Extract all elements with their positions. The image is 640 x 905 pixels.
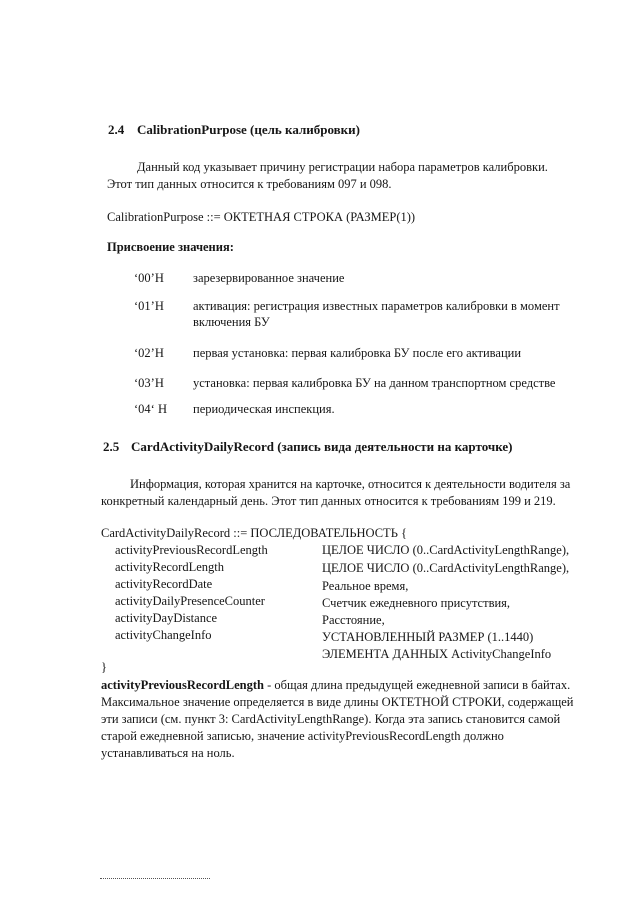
s24-paragraph-line-1: Данный код указывает причину регистрации набора параметров калибровки. (137, 160, 548, 174)
assign-heading: Присвоение значения: (107, 240, 234, 254)
description-line-2: Максимальное значение определяется в виде длины ОКТЕТНОЙ СТРОКИ, содержащей (101, 695, 574, 709)
footer-divider (100, 878, 210, 880)
value-desc-01: активация: регистрация известных параметров калибровки в момент (193, 299, 560, 313)
field-type-2: Реальное время, (322, 579, 409, 593)
definition-close-brace: } (101, 660, 107, 674)
value-code-01: ‘01’H (134, 299, 164, 313)
field-type-5: УСТАНОВЛЕННЫЙ РАЗМЕР (1..1440) (322, 630, 534, 644)
value-desc-03: установка: первая калибровка БУ на данном транспортном средстве (193, 376, 556, 390)
field-name-1: activityRecordLength (115, 560, 224, 574)
field-name-0: activityPreviousRecordLength (115, 543, 268, 557)
field-type-4: Расстояние, (322, 613, 385, 627)
value-code-03: ‘03’H (134, 376, 164, 390)
value-code-04: ‘04‘ H (134, 402, 167, 416)
description-text-1: - общая длина предыдущей ежедневной записи в байтах. (263, 678, 571, 692)
description-line-3: эти записи (см. пункт 3: CardActivityLengthRange). Когда эта запись становится самой (101, 712, 561, 726)
field-type-5-cont: ЭЛЕМЕНТА ДАННЫХ ActivityChangeInfo (322, 647, 552, 661)
s25-paragraph-line-2: конкретный календарный день. Этот тип данных относится к требованиям 199 и 219. (101, 494, 556, 508)
field-type-3: Счетчик ежедневного присутствия, (322, 596, 511, 610)
description-line-1 (101, 678, 570, 693)
section-2-4-title: CalibrationPurpose (цель калибровки) (137, 122, 360, 137)
section-2-4-number: 2.4 (108, 122, 125, 137)
value-code-00: ‘00’H (134, 271, 164, 285)
field-name-3: activityDailyPresenceCounter (115, 594, 265, 608)
description-term: activityPreviousRecordLength (101, 678, 264, 692)
value-code-02: ‘02’H (134, 346, 164, 360)
section-2-5-number: 2.5 (103, 439, 120, 454)
field-type-1: ЦЕЛОЕ ЧИСЛО (0..CardActivityLengthRange), (322, 561, 570, 575)
field-name-5: activityChangeInfo (115, 628, 212, 642)
value-desc-01-cont: включения БУ (193, 315, 270, 329)
s24-definition: CalibrationPurpose ::= ОКТЕТНАЯ СТРОКА (РАЗМЕР(1)) (107, 210, 416, 224)
description-line-5: устанавливаться на ноль. (101, 746, 235, 760)
field-type-0: ЦЕЛОЕ ЧИСЛО (0..CardActivityLengthRange), (322, 543, 570, 557)
value-desc-04: периодическая инспекция. (193, 402, 335, 416)
field-name-2: activityRecordDate (115, 577, 213, 591)
value-desc-02: первая установка: первая калибровка БУ после его активации (193, 346, 522, 360)
s24-paragraph-line-2: Этот тип данных относится к требованиям 097 и 098. (107, 177, 392, 191)
field-name-4: activityDayDistance (115, 611, 218, 625)
s25-definition-head: CardActivityDailyRecord ::= ПОСЛЕДОВАТЕЛЬНОСТЬ { (101, 526, 407, 540)
value-desc-00: зарезервированное значение (193, 271, 345, 285)
section-2-5-title: CardActivityDailyRecord (запись вида деятельности на карточке) (131, 439, 513, 454)
s25-paragraph-line-1: Информация, которая хранится на карточке, относится к деятельности водителя за (130, 477, 571, 491)
description-line-4: старой ежедневной записью, значение activityPreviousRecordLength должно (101, 729, 504, 743)
